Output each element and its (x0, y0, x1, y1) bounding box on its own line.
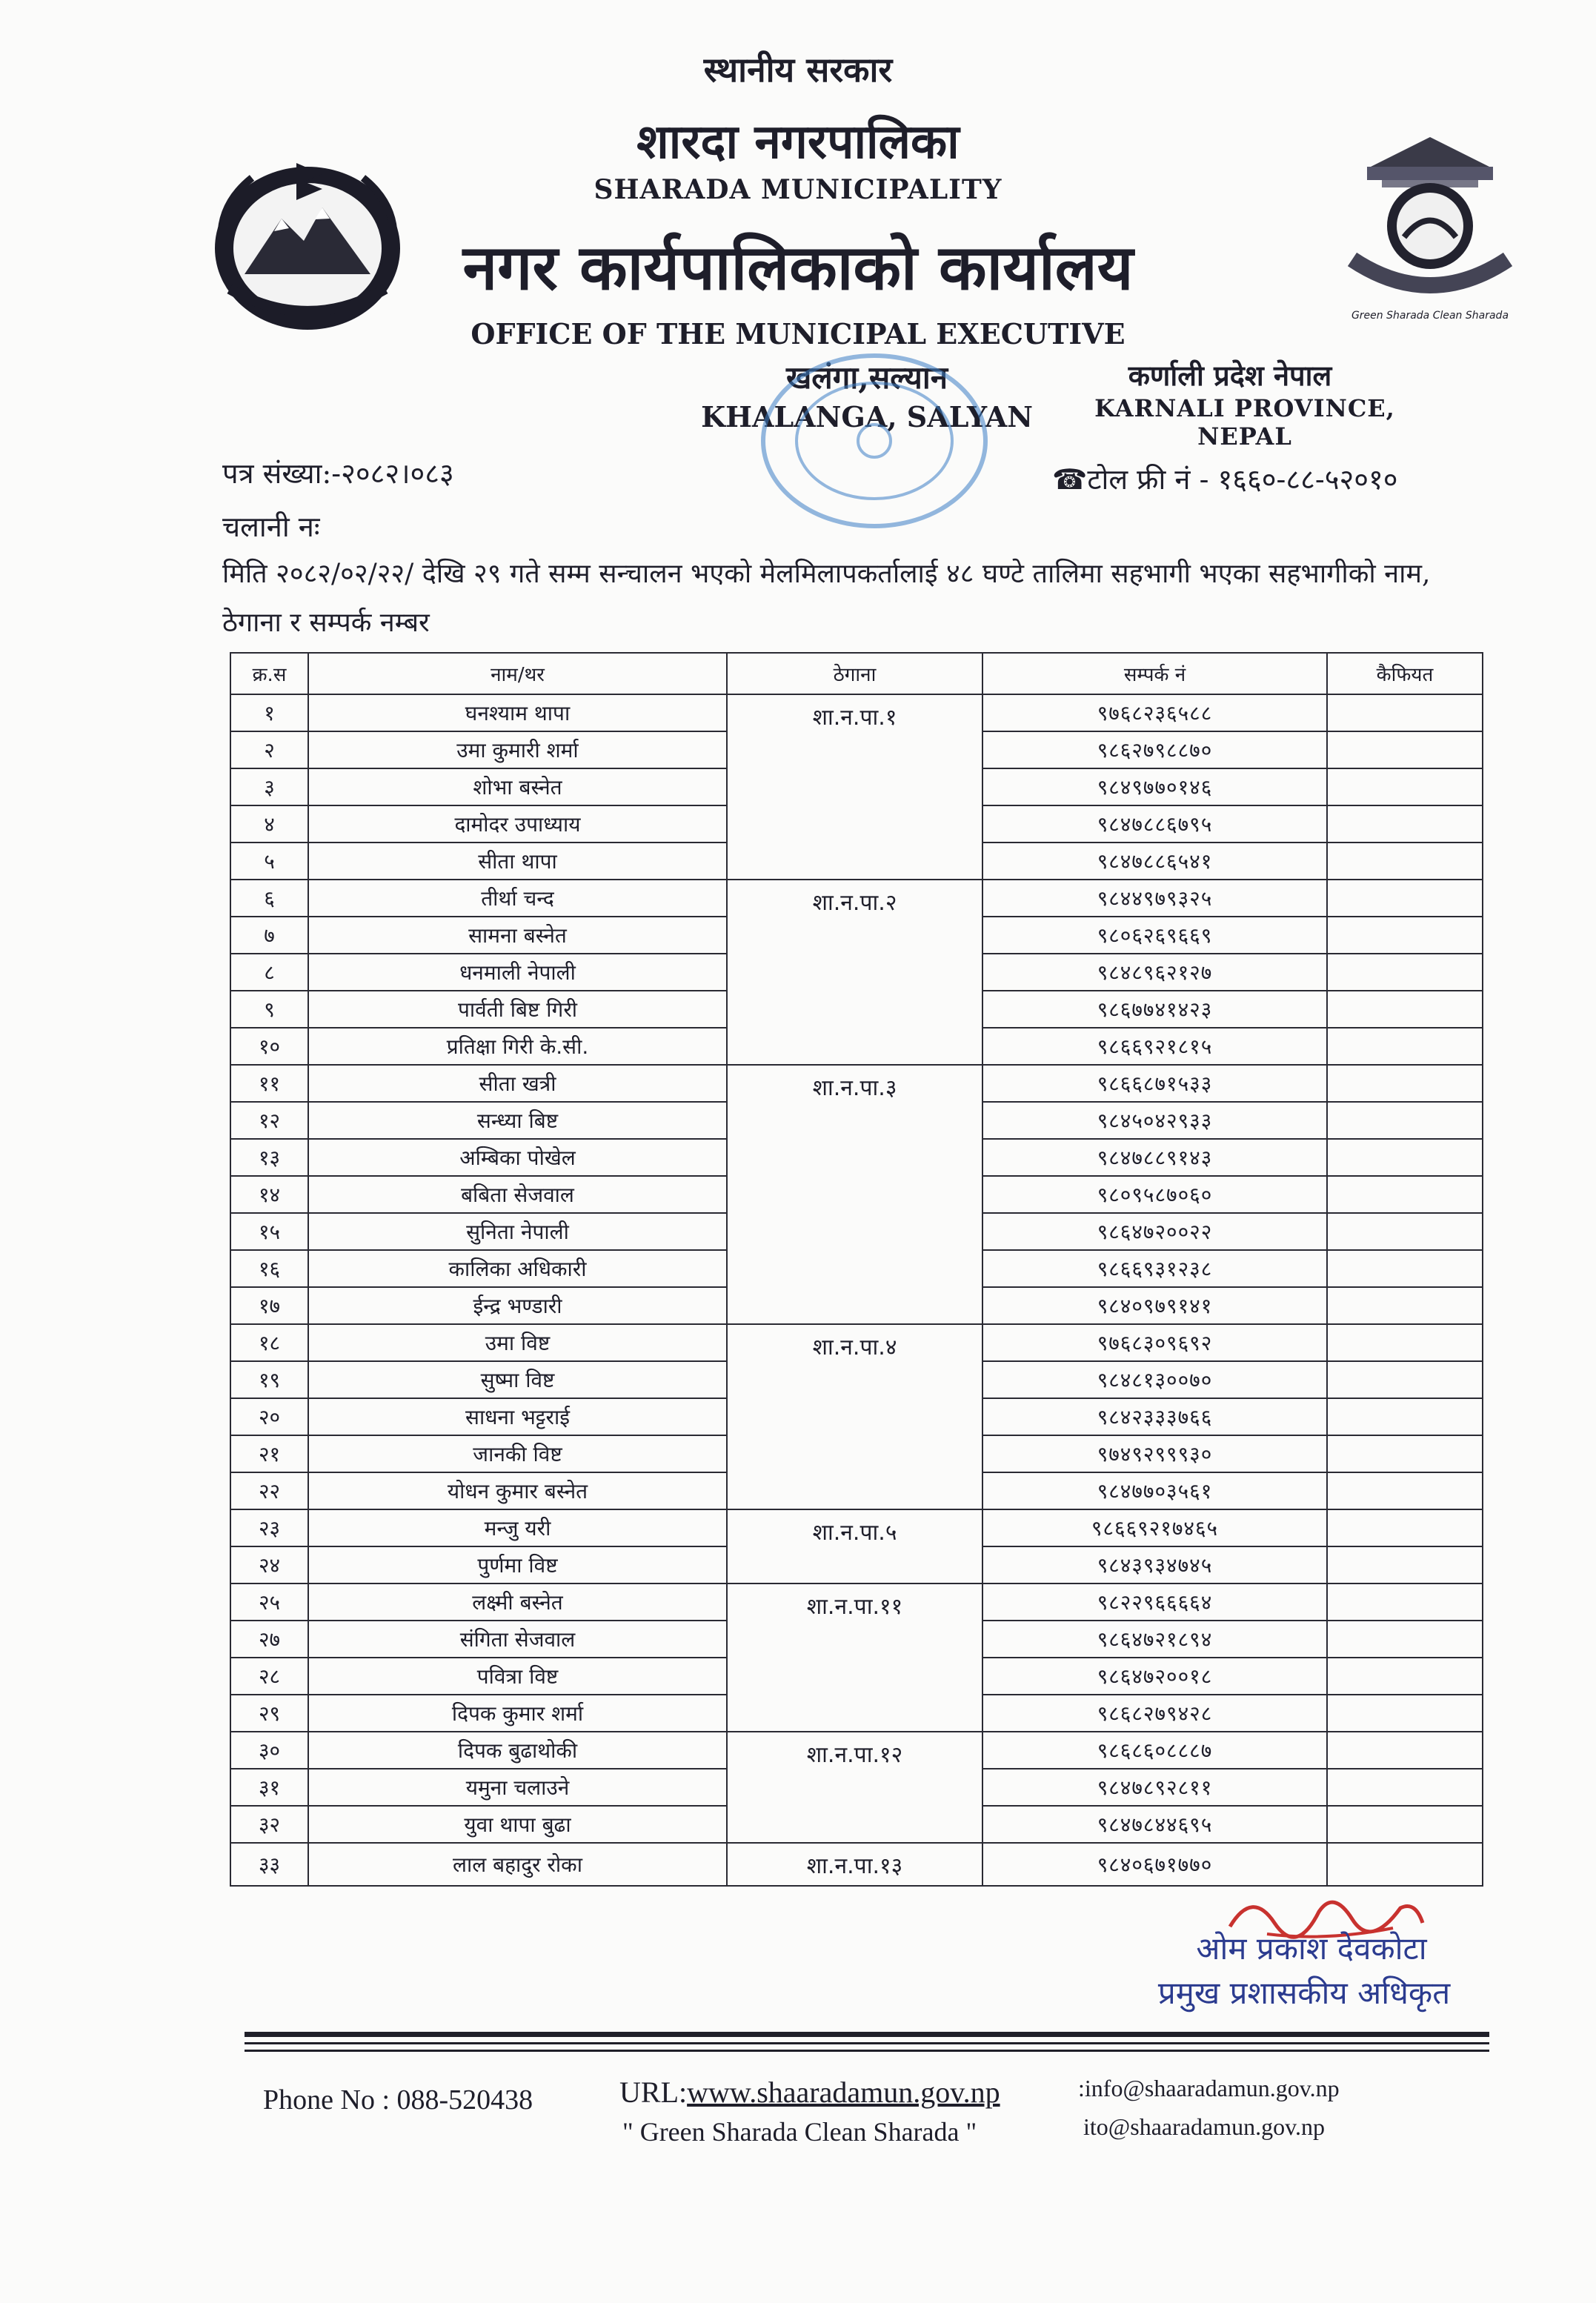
header-name: नाम/थर (308, 653, 727, 694)
serial-cell: ११ (230, 1065, 308, 1102)
serial-cell: ३० (230, 1732, 308, 1769)
table-header-row (230, 653, 1483, 694)
serial-cell: २ (230, 731, 308, 768)
contact-cell: ९८६६८७१५३३ (982, 1065, 1327, 1102)
serial-cell: २७ (230, 1621, 308, 1658)
province-nepali: कर्णाली प्रदेश नेपाल (1128, 359, 1332, 392)
address-cell: शा.न.पा.३ (727, 1065, 982, 1324)
name-cell: उमा विष्ट (308, 1324, 727, 1361)
serial-cell: २८ (230, 1658, 308, 1695)
contact-cell: ९८६६९२१८१५ (982, 1028, 1327, 1065)
remarks-cell (1327, 731, 1483, 768)
serial-cell: १९ (230, 1361, 308, 1398)
footer-url-prefix: URL: (619, 2076, 688, 2109)
name-cell: जानकी विष्ट (308, 1435, 727, 1472)
municipality-name-nepali: शारदा नगरपालिका (636, 114, 960, 170)
footer-divider (245, 2050, 1489, 2052)
serial-cell: १० (230, 1028, 308, 1065)
name-cell: सामना बस्नेत (308, 917, 727, 954)
remarks-cell (1327, 1324, 1483, 1361)
table-row (230, 1509, 1483, 1546)
contact-cell: ९८४०६७१७७० (982, 1843, 1327, 1886)
location-english: KHALANGA, SALYAN (701, 400, 1033, 433)
table-body (230, 694, 1483, 1886)
logo-slogan-text: Green Sharada Clean Sharada (1351, 310, 1509, 322)
website-link[interactable]: www.shaaradamun.gov.np (687, 2076, 1000, 2109)
table-row (230, 1583, 1483, 1621)
serial-cell: २५ (230, 1583, 308, 1621)
name-cell: कालिका अधिकारी (308, 1250, 727, 1287)
office-name-nepali: नगर कार्यपालिकाको कार्यालय (462, 230, 1134, 304)
serial-cell: ३ (230, 768, 308, 805)
contact-cell: ९८६२७९८८७० (982, 731, 1327, 768)
name-cell: उमा कुमारी शर्मा (308, 731, 727, 768)
name-cell: शोभा बस्नेत (308, 768, 727, 805)
name-cell: घनश्याम थापा (308, 694, 727, 731)
contact-cell: ९८४७८८६७९५ (982, 805, 1327, 843)
signatory-title: प्रमुख प्रशासकीय अधिकृत (1157, 1975, 1451, 2011)
contact-cell: ९८४२३३३७६६ (982, 1398, 1327, 1435)
serial-cell: ३१ (230, 1769, 308, 1806)
contact-cell: ९८४०९७९१४१ (982, 1287, 1327, 1324)
footer-email-ito[interactable]: ito@shaaradamun.gov.np (1083, 2113, 1325, 2140)
name-cell: साधना भट्टराई (308, 1398, 727, 1435)
sharada-logo (1326, 133, 1534, 333)
footer-divider (245, 2032, 1489, 2037)
serial-cell: ६ (230, 880, 308, 917)
remarks-cell (1327, 1028, 1483, 1065)
serial-cell: २२ (230, 1472, 308, 1509)
footer-phone: Phone No : 088-520438 (263, 2084, 533, 2116)
contact-cell: ९८४५०४२९३३ (982, 1102, 1327, 1139)
contact-cell: ९८६४७२१८९४ (982, 1621, 1327, 1658)
name-cell: दिपक बुढाथोकी (308, 1732, 727, 1769)
footer-url (619, 2075, 1000, 2110)
serial-cell: ३२ (230, 1806, 308, 1843)
name-cell: ईन्द्र भण्डारी (308, 1287, 727, 1324)
contact-cell: ९८४७८८९१४३ (982, 1139, 1327, 1176)
contact-cell: ९८४७७०३५६१ (982, 1472, 1327, 1509)
remarks-cell (1327, 1546, 1483, 1583)
contact-cell: ९८४९७७०१४६ (982, 768, 1327, 805)
address-cell: शा.न.पा.२ (727, 880, 982, 1065)
serial-cell: २३ (230, 1509, 308, 1546)
contact-cell: ९७४९२९९९३० (982, 1435, 1327, 1472)
serial-cell: १२ (230, 1102, 308, 1139)
serial-cell: ८ (230, 954, 308, 991)
remarks-cell (1327, 1769, 1483, 1806)
name-cell: सुनिता नेपाली (308, 1213, 727, 1250)
name-cell: पार्वती बिष्ट गिरी (308, 991, 727, 1028)
name-cell: लाल बहादुर रोका (308, 1843, 727, 1886)
contact-cell: ९८४४९७९३२५ (982, 880, 1327, 917)
toll-free-number (1052, 459, 1398, 498)
remarks-cell (1327, 1843, 1483, 1886)
name-cell: सुष्मा विष्ट (308, 1361, 727, 1398)
serial-cell: ४ (230, 805, 308, 843)
name-cell: सीता थापा (308, 843, 727, 880)
serial-cell: १८ (230, 1324, 308, 1361)
remarks-cell (1327, 954, 1483, 991)
contact-cell: ९७६८२३६५८८ (982, 694, 1327, 731)
contact-cell: ९८४३९३४७४५ (982, 1546, 1327, 1583)
serial-cell: १ (230, 694, 308, 731)
contact-cell: ९८६८६०८८८७ (982, 1732, 1327, 1769)
remarks-cell (1327, 1213, 1483, 1250)
name-cell: पवित्रा विष्ट (308, 1658, 727, 1695)
name-cell: संगिता सेजवाल (308, 1621, 727, 1658)
remarks-cell (1327, 843, 1483, 880)
local-government-title: स्थानीय सरकार (703, 50, 893, 90)
remarks-cell (1327, 1065, 1483, 1102)
contact-cell: ९८६७७४१४२३ (982, 991, 1327, 1028)
address-cell: शा.न.पा.१२ (727, 1732, 982, 1843)
name-cell: प्रतिक्षा गिरी के.सी. (308, 1028, 727, 1065)
table-row (230, 1732, 1483, 1769)
contact-cell: ९८६८२७९४२८ (982, 1695, 1327, 1732)
remarks-cell (1327, 1361, 1483, 1398)
address-cell: शा.न.पा.१ (727, 694, 982, 880)
name-cell: दामोदर उपाध्याय (308, 805, 727, 843)
dispatch-number: चलानी नः (222, 511, 320, 543)
contact-cell: ९८२२९६६६६४ (982, 1583, 1327, 1621)
contact-cell: ९८०९५८७०६० (982, 1176, 1327, 1213)
remarks-cell (1327, 1806, 1483, 1843)
header-serial: क्र.स (230, 653, 308, 694)
serial-cell: १६ (230, 1250, 308, 1287)
header-address: ठेगाना (727, 653, 982, 694)
remarks-cell (1327, 1176, 1483, 1213)
contact-cell: ९८४७८९२८११ (982, 1769, 1327, 1806)
contact-cell: ९८४७८४४६९५ (982, 1806, 1327, 1843)
remarks-cell (1327, 1398, 1483, 1435)
serial-cell: १४ (230, 1176, 308, 1213)
remarks-cell (1327, 1102, 1483, 1139)
header-contact: सम्पर्क नं (982, 653, 1327, 694)
contact-cell: ९८०६२६९६६९ (982, 917, 1327, 954)
name-cell: बबिता सेजवाल (308, 1176, 727, 1213)
signatory-name: ओम प्रकाश देवकोटा (1196, 1930, 1427, 1967)
serial-cell: २१ (230, 1435, 308, 1472)
table-row (230, 1843, 1483, 1886)
address-cell: शा.न.पा.११ (727, 1583, 982, 1732)
name-cell: योधन कुमार बस्नेत (308, 1472, 727, 1509)
serial-cell: २० (230, 1398, 308, 1435)
serial-cell: १३ (230, 1139, 308, 1176)
contact-cell: ९८४८१३००७० (982, 1361, 1327, 1398)
name-cell: सीता खत्री (308, 1065, 727, 1102)
remarks-cell (1327, 917, 1483, 954)
serial-cell: ९ (230, 991, 308, 1028)
name-cell: अम्बिका पोखेल (308, 1139, 727, 1176)
name-cell: पुर्णमा विष्ट (308, 1546, 727, 1583)
remarks-cell (1327, 805, 1483, 843)
contact-cell: ९७६८३०९६९२ (982, 1324, 1327, 1361)
letter-subject: मिति २०८२/०२/२२/ देखि २९ गते सम्म सन्चालन भएको मेलमिलापकर्तालाई ४८ घण्टे तालिमा सहभागी भएका सहभागीको नाम, ठेगाना र सम्पर्क नम्बर (222, 559, 1431, 638)
serial-cell: १५ (230, 1213, 308, 1250)
remarks-cell (1327, 991, 1483, 1028)
participants-table (230, 652, 1482, 1887)
remarks-cell (1327, 1509, 1483, 1546)
remarks-cell (1327, 880, 1483, 917)
remarks-cell (1327, 1250, 1483, 1287)
remarks-cell (1327, 1695, 1483, 1732)
remarks-cell (1327, 1287, 1483, 1324)
remarks-cell (1327, 1621, 1483, 1658)
province-english: KARNALI PROVINCE, NEPAL (1094, 394, 1395, 451)
remarks-cell (1327, 1658, 1483, 1695)
remarks-cell (1327, 1472, 1483, 1509)
remarks-cell (1327, 694, 1483, 731)
contact-cell: ९८६४७२००२२ (982, 1213, 1327, 1250)
toll-free-text: टोल फ्री नं - १६६०-८८-५२०१० (1087, 463, 1398, 496)
table-row (230, 880, 1483, 917)
office-name-english: OFFICE OF THE MUNICIPAL EXECUTIVE (471, 317, 1125, 350)
remarks-cell (1327, 1139, 1483, 1176)
serial-cell: २९ (230, 1695, 308, 1732)
header-remarks: कैफियत (1327, 653, 1483, 694)
address-cell: शा.न.पा.१३ (727, 1843, 982, 1886)
footer-email-info[interactable]: :info@shaaradamun.gov.np (1078, 2075, 1340, 2101)
footer-slogan: " Green Sharada Clean Sharada " (622, 2117, 977, 2147)
nepal-emblem-icon (200, 148, 415, 341)
name-cell: सन्ध्या बिष्ट (308, 1102, 727, 1139)
remarks-cell (1327, 768, 1483, 805)
name-cell: युवा थापा बुढा (308, 1806, 727, 1843)
serial-cell: ७ (230, 917, 308, 954)
remarks-cell (1327, 1732, 1483, 1769)
phone-icon: ☎ (1052, 463, 1088, 496)
contact-cell: ९८४७८८६५४१ (982, 843, 1327, 880)
contact-cell: ९८४८९६२१२७ (982, 954, 1327, 991)
remarks-cell (1327, 1435, 1483, 1472)
serial-cell: १७ (230, 1287, 308, 1324)
location-nepali: खलंगा,सल्यान (785, 359, 948, 396)
sharada-logo-icon (1326, 133, 1534, 304)
letter-number: पत्र संख्या:-२०८२।०८३ (222, 457, 454, 490)
table-row (230, 694, 1483, 731)
name-cell: तीर्था चन्द (308, 880, 727, 917)
name-cell: दिपक कुमार शर्मा (308, 1695, 727, 1732)
serial-cell: २४ (230, 1546, 308, 1583)
serial-cell: ५ (230, 843, 308, 880)
municipality-name-english: SHARADA MUNICIPALITY (593, 174, 1003, 205)
serial-cell: ३३ (230, 1843, 308, 1886)
name-cell: लक्ष्मी बस्नेत (308, 1583, 727, 1621)
contact-cell: ९८६६९२१७४६५ (982, 1509, 1327, 1546)
address-cell: शा.न.पा.५ (727, 1509, 982, 1583)
office-stamp-icon (756, 348, 993, 534)
table-row (230, 1324, 1483, 1361)
name-cell: मन्जु यरी (308, 1509, 727, 1546)
table-row (230, 1065, 1483, 1102)
footer-divider (245, 2042, 1489, 2044)
remarks-cell (1327, 1583, 1483, 1621)
contact-cell: ९८६६९३१२३८ (982, 1250, 1327, 1287)
name-cell: यमुना चलाउने (308, 1769, 727, 1806)
address-cell: शा.न.पा.४ (727, 1324, 982, 1509)
contact-cell: ९८६४७२००१८ (982, 1658, 1327, 1695)
name-cell: धनमाली नेपाली (308, 954, 727, 991)
